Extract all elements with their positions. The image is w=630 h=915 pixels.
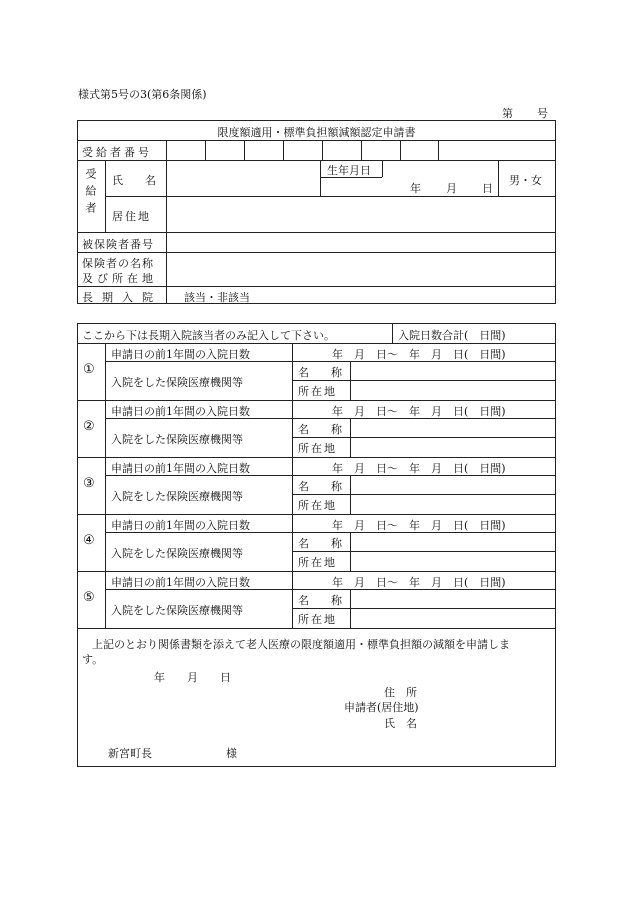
address-label: 住 所	[384, 686, 417, 699]
entry-4-shozaichi-field[interactable]	[352, 553, 554, 569]
birthdate-label: 生年月日	[327, 164, 371, 177]
entry-1-meisho-field[interactable]	[352, 363, 554, 379]
entry-4-meisho-field[interactable]	[352, 534, 554, 550]
declaration-text-line2: す。	[82, 653, 104, 666]
insurer-label-line2: 及び所在地	[82, 272, 157, 285]
entry-1-meisho-label: 名 称	[298, 366, 342, 379]
entry-2-shozaichi-field[interactable]	[352, 439, 554, 455]
entry-3-meisho-field[interactable]	[352, 477, 554, 493]
entry-5-period[interactable]: 年 月 日〜 年 月 日( 日間)	[332, 576, 506, 589]
name-label: 氏 名	[112, 174, 156, 187]
number-dai: 第	[502, 107, 513, 120]
entry-2-institution-label: 入院をした保険医療機関等	[111, 433, 243, 446]
entry-3-shozaichi-label: 所在地	[298, 499, 337, 512]
entry-1-institution-label: 入院をした保険医療機関等	[111, 376, 243, 389]
total-days-label: 入院日数合計( 日間)	[398, 329, 506, 342]
form-id: 様式第5号の3(第6条関係)	[78, 88, 207, 101]
sex-selector[interactable]: 男・女	[509, 174, 542, 187]
entry-1-days-label: 申請日の前1年間の入院日数	[111, 348, 250, 361]
entry-3-meisho-label: 名 称	[298, 480, 342, 493]
entry-5-shozaichi-field[interactable]	[352, 610, 554, 626]
recipient-number-digit-3[interactable]	[245, 141, 283, 159]
birth-day-label: 日	[482, 182, 493, 195]
residence-field[interactable]	[168, 198, 554, 230]
entry-2-period[interactable]: 年 月 日〜 年 月 日( 日間)	[332, 405, 506, 418]
entry-2-shozaichi-label: 所在地	[298, 442, 337, 455]
entry-2-meisho-field[interactable]	[352, 420, 554, 436]
residence-label: 居住地	[112, 210, 151, 223]
entry-number-5: ⑤	[83, 590, 95, 605]
applicant-label: 申請者(居住地)	[344, 701, 419, 714]
insurer-label-line1: 保険者の名称	[82, 257, 154, 270]
entry-1-shozaichi-field[interactable]	[352, 382, 554, 398]
insurer-field[interactable]	[168, 254, 554, 284]
entry-4-shozaichi-label: 所在地	[298, 556, 337, 569]
recipient-number-digit-1[interactable]	[167, 141, 205, 159]
entry-5-meisho-label: 名 称	[298, 594, 342, 607]
declaration-date[interactable]: 年 月 日	[154, 671, 231, 684]
entry-2-meisho-label: 名 称	[298, 423, 342, 436]
declaration-text-line1: 上記のとおり関係書類を添えて老人医療の限度額適用・標準負担額の減額を申請しま	[92, 638, 510, 651]
entry-4-institution-label: 入院をした保険医療機関等	[111, 547, 243, 560]
recipient-number-digit-5[interactable]	[323, 141, 361, 159]
entry-number-1: ①	[83, 362, 95, 377]
recipient-number-digit-7[interactable]	[401, 141, 438, 159]
entry-number-3: ③	[83, 476, 95, 491]
entry-3-shozaichi-field[interactable]	[352, 496, 554, 512]
recipient-number-label: 受給者番号	[82, 146, 152, 159]
entry-number-4: ④	[83, 533, 95, 548]
long-term-notice: ここから下は長期入院該当者のみ記入して下さい。	[82, 329, 335, 342]
long-term-selector[interactable]: 該当・非該当	[184, 291, 250, 304]
entry-3-institution-label: 入院をした保険医療機関等	[111, 490, 243, 503]
entry-2-days-label: 申請日の前1年間の入院日数	[111, 405, 250, 418]
number-go: 号	[537, 107, 548, 120]
addressee-sama: 様	[226, 747, 237, 760]
entry-1-period[interactable]: 年 月 日〜 年 月 日( 日間)	[332, 348, 506, 361]
name-field[interactable]	[168, 162, 318, 194]
entry-5-days-label: 申請日の前1年間の入院日数	[111, 576, 250, 589]
recipient-number-digit-2[interactable]	[206, 141, 244, 159]
entry-4-days-label: 申請日の前1年間の入院日数	[111, 519, 250, 532]
entry-number-2: ②	[83, 419, 95, 434]
entry-3-period[interactable]: 年 月 日〜 年 月 日( 日間)	[332, 462, 506, 475]
entry-4-period[interactable]: 年 月 日〜 年 月 日( 日間)	[332, 519, 506, 532]
entry-5-shozaichi-label: 所在地	[298, 613, 337, 626]
birth-year-label: 年	[410, 182, 421, 195]
insured-number-label: 被保険者番号	[82, 238, 154, 251]
form-title: 限度額適用・標準負担額減額認定申請書	[217, 126, 416, 139]
entry-3-days-label: 申請日の前1年間の入院日数	[111, 462, 250, 475]
birth-month-label: 月	[446, 182, 457, 195]
insured-number-field[interactable]	[168, 234, 554, 250]
recipient-vertical-label: 受給者	[84, 168, 97, 219]
long-term-label: 長期入院	[82, 291, 162, 304]
recipient-number-digit-6[interactable]	[362, 141, 400, 159]
entry-4-meisho-label: 名 称	[298, 537, 342, 550]
addressee: 新宮町長	[108, 747, 152, 760]
entry-1-shozaichi-label: 所在地	[298, 385, 337, 398]
entry-5-institution-label: 入院をした保険医療機関等	[111, 604, 243, 617]
recipient-number-digit-4[interactable]	[284, 141, 322, 159]
entry-5-meisho-field[interactable]	[352, 591, 554, 607]
applicant-name-label: 氏 名	[384, 717, 417, 730]
